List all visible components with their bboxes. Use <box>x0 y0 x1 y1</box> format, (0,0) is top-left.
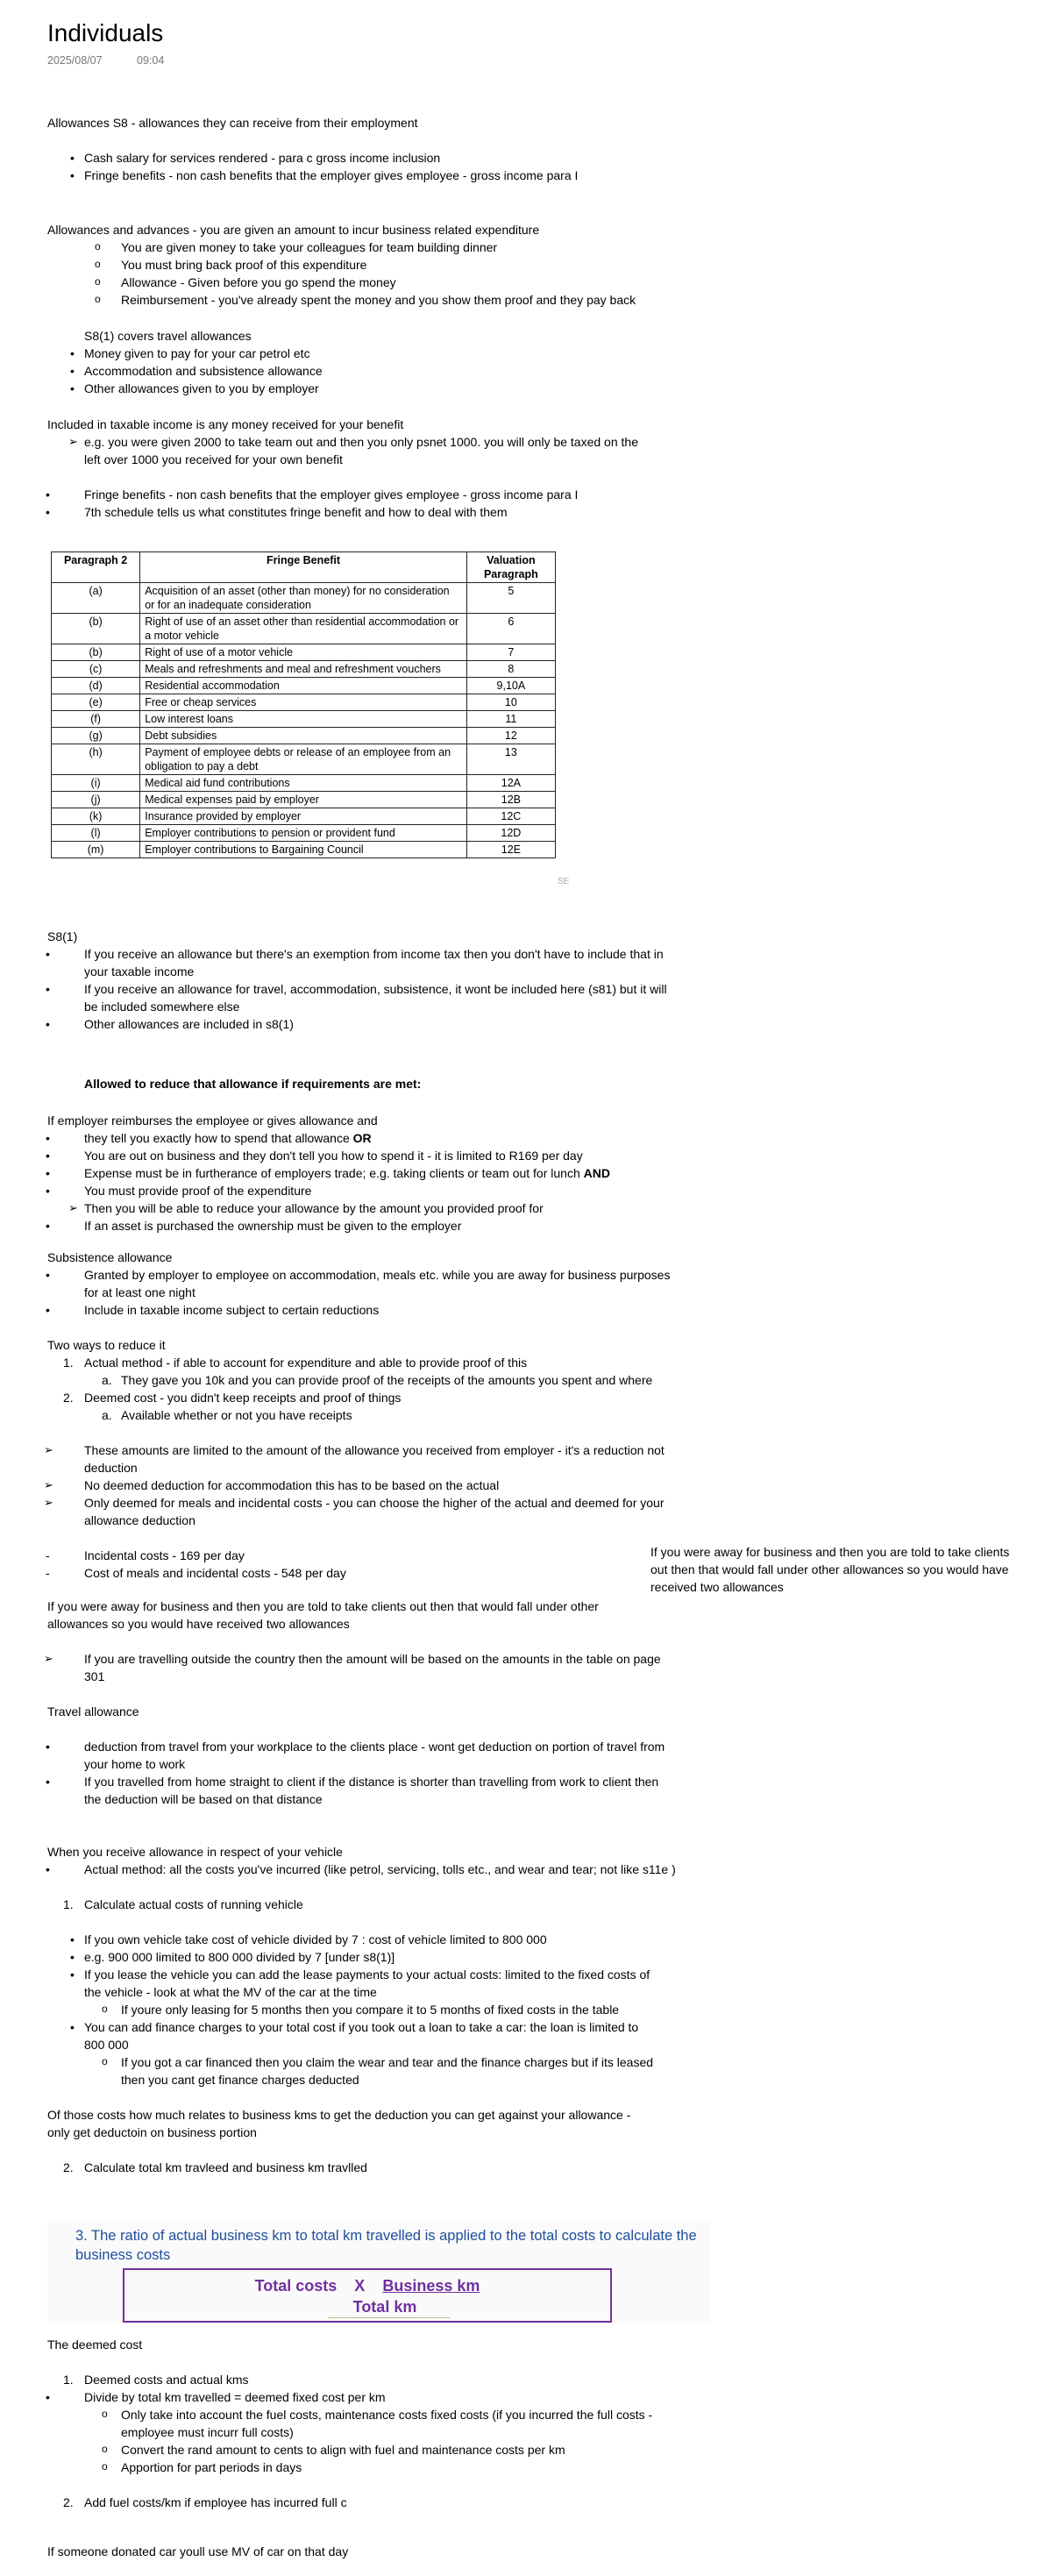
fringe-bullets <box>47 486 714 521</box>
s8-list <box>47 149 714 184</box>
vehicle-steps <box>47 1896 714 1913</box>
list-item: o Reimbursement - you've already spent the money and you show them proof and they pay back <box>47 291 714 309</box>
outside-list <box>47 1650 714 1685</box>
s8-heading: Allowances S8 - allowances they can receive from their employment <box>47 116 418 130</box>
table-cell: (e) <box>52 694 140 711</box>
scrap-mark: SE <box>558 877 570 886</box>
table-cell: Right of use of a motor vehicle <box>140 644 467 661</box>
table-cell: (b) <box>52 644 140 661</box>
list-item: • 7th schedule tells us what constitutes fringe benefit and how to deal with them <box>47 503 714 521</box>
taxable-heading: Included in taxable income is any money received for your benefit <box>47 417 404 431</box>
table-cell: Employer contributions to Bargaining Council <box>140 842 467 858</box>
list-item: ➢ If you are travelling outside the country then the amount will be based on the amounts in the table on page 301 <box>47 1650 714 1685</box>
deemed-steps-2 <box>47 2494 714 2511</box>
s81-covers-list <box>47 345 714 397</box>
away-note: If you were away for business and then you are told to take clients out then that would fall under other allowances so you would have received two allowances <box>47 1599 599 1631</box>
page-time: 09:04 <box>137 54 165 67</box>
vehicle-list <box>47 1861 714 1878</box>
table-row <box>52 792 556 808</box>
list-item: • Fringe benefits - non cash benefits that the employer gives employee - gross income para I <box>47 167 714 184</box>
table-cell: 9,10A <box>466 678 555 694</box>
table-cell: (h) <box>52 744 140 775</box>
page-date: 2025/08/07 <box>47 54 103 67</box>
table-row <box>52 744 556 775</box>
fraction-line <box>328 2317 451 2318</box>
list-item: a. They gave you 10k and you can provide proof of the receipts of the amounts you spent and where <box>102 1373 653 1387</box>
list-item: ➢ e.g. you were given 2000 to take team out and then you only psnet 1000. you will only be taxed on the left over 1000 you received for your own benefit <box>47 433 714 468</box>
travel-section <box>47 1703 714 1808</box>
list-item: • they tell you exactly how to spend that allowance OR <box>47 1129 714 1147</box>
list-item: • e.g. 900 000 limited to 800 000 divided by 7 [under s8(1)] <box>47 1948 714 1966</box>
table-cell: (a) <box>52 583 140 614</box>
vehicle-steps-2 <box>47 2159 714 2176</box>
formula-text: Total costs X Business km Total km <box>254 2277 480 2316</box>
donated-note: If someone donated car youll use MV of car on that day <box>47 2544 349 2558</box>
list-item: • Cash salary for services rendered - para c gross income inclusion <box>47 149 714 167</box>
fringe-list <box>47 486 714 521</box>
reduce-list <box>47 1129 714 1235</box>
list-item: • If you receive an allowance for travel, accommodation, subsistence, it wont be included here (s81) but it will be included somewhere else <box>47 980 714 1015</box>
allowances-list <box>47 238 714 309</box>
s81-covers-heading: S8(1) covers travel allowances <box>84 329 252 343</box>
table-cell: (d) <box>52 678 140 694</box>
table-cell: (k) <box>52 808 140 825</box>
s81-heading: S8(1) <box>47 929 78 943</box>
outside-country <box>47 1650 714 1685</box>
list-item: o Apportion for part periods in days <box>47 2459 714 2476</box>
list-item: • deduction from travel from your workplace to the clients place - wont get deduction on portion of travel from your home to work <box>47 1738 714 1773</box>
list-item: - Incidental costs - 169 per day <box>47 1547 714 1564</box>
list-item: • Other allowances are included in s8(1) <box>47 1015 714 1033</box>
vehicle-detail-list <box>47 1931 714 2089</box>
subsistence-section <box>47 1249 714 1319</box>
formula-frame <box>123 2268 612 2323</box>
table-cell: Right of use of an asset other than residential accommodation or a motor vehicle <box>140 614 467 644</box>
list-item: • Expense must be in furtherance of employers trade; e.g. taking clients or team out for lunch AND <box>47 1164 714 1182</box>
deemed-heading: The deemed cost <box>47 2338 143 2352</box>
table-cell: Debt subsidies <box>140 728 467 744</box>
table-cell: Payment of employee debts or release of an employee from an obligation to pay a debt <box>140 744 467 775</box>
list-item: • Divide by total km travelled = deemed fixed cost per km <box>47 2388 714 2406</box>
list-item: 1. Actual method - if able to account for expenditure and able to provide proof of this <box>63 1356 528 1370</box>
table-cell: (l) <box>52 825 140 842</box>
table-cell: 7 <box>466 644 555 661</box>
list-item: • Accommodation and subsistence allowance <box>47 362 714 380</box>
list-item: 1. Calculate actual costs of running vehicle <box>63 1897 303 1911</box>
table-row <box>52 678 556 694</box>
two-ways-list <box>47 1354 714 1424</box>
formula-image <box>47 2221 710 2323</box>
list-item: • Money given to pay for your car petrol etc <box>47 345 714 362</box>
table-cell: 12D <box>466 825 555 842</box>
list-item: • If you own vehicle take cost of vehicle divided by 7 : cost of vehicle limited to 800 000 <box>47 1931 714 1948</box>
table-cell: Acquisition of an asset (other than money) for no consideration or for an inadequate consideration <box>140 583 467 614</box>
costs-section <box>47 1547 714 1582</box>
deemed-section <box>47 2336 714 2511</box>
table-cell: (g) <box>52 728 140 744</box>
table-row <box>52 614 556 644</box>
list-item: ➢ Then you will be able to reduce your allowance by the amount you provided proof for <box>47 1199 714 1217</box>
list-item: 2. Add fuel costs/km if employee has incurred full c <box>63 2495 347 2509</box>
table-cell: 10 <box>466 694 555 711</box>
list-item: • If you travelled from home straight to client if the distance is shorter than travelling from work to client then the deduction will be based on that distance <box>47 1773 714 1808</box>
table-header-row <box>52 552 556 583</box>
subsistence-heading: Subsistence allowance <box>47 1250 173 1264</box>
list-item: • Granted by employer to employee on accommodation, meals etc. while you are away for business purposes for at least one night <box>47 1266 714 1301</box>
list-item: a. Available whether or not you have receipts <box>102 1408 352 1422</box>
deemed-list <box>47 2388 714 2476</box>
travel-list <box>47 1738 714 1808</box>
table-cell: Free or cheap services <box>140 694 467 711</box>
two-ways-heading: Two ways to reduce it <box>47 1338 166 1352</box>
vehicle-section: When you receive allowance in respect of your vehicle • Actual method: all the costs you've incurred (like petrol, servicing, tolls etc., and wear and tear; not like s11e ) 1. Calculate actual costs of running vehicle • If you own vehicle take cost of vehicle divided by 7 : cost of vehicle limited to 800 000 • e.g. 900 000 limited to 800 000 divided by 7 [under s8(1)] • If you lease the vehicle you can add the lease payments to your actual costs: limited to the fixed costs of the vehicle - look at what the MV of the car at the time o If youre only leasing for 5 months then you compare it to 5 months of fixed costs in the table • You can add finance charges to your total cost if you took out a loan to take a car: the loan is limited to 800 000 o If you got a car financed then you claim the wear and tear and the finance charges but if its leased then you cant get finance charges deducted Of those costs how much relates to business kms to get the deduction you can get against your allowance - only get deductoin on business portion 2. Calculate total km travleed and business km travlled <box>47 1843 714 2176</box>
table-row <box>52 728 556 744</box>
table-cell: (m) <box>52 842 140 858</box>
table-cell: 12A <box>466 775 555 792</box>
list-item: • Include in taxable income subject to certain reductions <box>47 1301 714 1319</box>
table-cell: 12 <box>466 728 555 744</box>
table-cell: 13 <box>466 744 555 775</box>
table-cell: (c) <box>52 661 140 678</box>
list-item: • Fringe benefits - non cash benefits that the employer gives employee - gross income para I <box>47 486 714 503</box>
page-meta <box>47 54 195 67</box>
list-item: o You must bring back proof of this expenditure <box>47 256 714 274</box>
vehicle-heading: When you receive allowance in respect of your vehicle <box>47 1845 343 1859</box>
list-item: • Actual method: all the costs you've incurred (like petrol, servicing, tolls etc., and wear and tear; not like s11e ) <box>47 1861 714 1878</box>
list-item: o If you got a car financed then you claim the wear and tear and the finance charges but if its leased then you cant get finance charges deducted <box>47 2053 714 2089</box>
subsistence-list <box>47 1266 714 1319</box>
costs-list <box>47 1547 714 1582</box>
list-item: ➢ Only deemed for meals and incidental costs - you can choose the higher of the actual and deemed for your allowance deduction <box>47 1494 714 1529</box>
list-item: • If you receive an allowance but there's an exemption from income tax then you don't have to include that in your taxable income <box>47 945 714 980</box>
table-cell: (b) <box>52 614 140 644</box>
side-note: If you were away for business and then you are told to take clients out then that would fall under other allowances so you would have received two allowances <box>650 1545 1010 1594</box>
column-header: Fringe Benefit <box>140 552 467 583</box>
table-cell: (j) <box>52 792 140 808</box>
two-ways-section <box>47 1336 714 1424</box>
list-item: o You are given money to take your colleagues for team building dinner <box>47 238 714 256</box>
table-cell: 12B <box>466 792 555 808</box>
column-header: Paragraph 2 <box>52 552 140 583</box>
table-cell: Medical aid fund contributions <box>140 775 467 792</box>
list-item: o Only take into account the fuel costs, maintenance costs fixed costs (if you incurred the full costs - employee must incurr full costs) <box>47 2406 714 2441</box>
table-cell: Residential accommodation <box>140 678 467 694</box>
table-row <box>52 583 556 614</box>
page-title: Individuals <box>47 19 164 46</box>
allowances-heading: Allowances and advances - you are given an amount to incur business related expenditure <box>47 223 540 237</box>
table-row <box>52 644 556 661</box>
table-cell: Insurance provided by employer <box>140 808 467 825</box>
list-item: o If youre only leasing for 5 months then you compare it to 5 months of fixed costs in the table <box>47 2001 714 2018</box>
table-cell: 12E <box>466 842 555 858</box>
column-header: Valuation Paragraph <box>466 552 555 583</box>
s8-intro <box>47 114 714 184</box>
reduce-section <box>47 1075 714 1235</box>
limits-section <box>47 1441 714 1529</box>
table-row <box>52 694 556 711</box>
list-item: 1. Deemed costs and actual kms <box>63 2373 249 2387</box>
table-cell: Low interest loans <box>140 711 467 728</box>
s81-covers <box>47 327 714 397</box>
table-row <box>52 711 556 728</box>
list-item: ➢ These amounts are limited to the amount of the allowance you received from employer - it's a reduction not deduction <box>47 1441 714 1477</box>
list-item: - Cost of meals and incidental costs - 548 per day <box>47 1564 714 1582</box>
list-item: • If you lease the vehicle you can add the lease payments to your actual costs: limited to the fixed costs of the vehicle - look at what the MV of the car at the time <box>47 1966 714 2001</box>
deemed-steps <box>47 2371 714 2388</box>
table-row <box>52 661 556 678</box>
list-item: 2. Deemed cost - you didn't keep receipts and proof of things <box>63 1391 402 1405</box>
list-item: ➢ No deemed deduction for accommodation this has to be based on the actual <box>47 1477 714 1494</box>
formula-title: 3. The ratio of actual business km to total km travelled is applied to the total costs to calculate the business costs <box>75 2228 697 2263</box>
table-cell: 5 <box>466 583 555 614</box>
reduce-heading: Allowed to reduce that allowance if requirements are met: <box>84 1077 422 1091</box>
list-item: • You are out on business and they don't tell you how to spend it - it is limited to R169 per day <box>47 1147 714 1164</box>
table-cell: 11 <box>466 711 555 728</box>
table-row <box>52 825 556 842</box>
allowances-advances <box>47 221 714 309</box>
table-row <box>52 808 556 825</box>
table-row <box>52 842 556 858</box>
list-item: 2. Calculate total km travleed and business km travlled <box>63 2160 367 2174</box>
table-cell: 12C <box>466 808 555 825</box>
table-row <box>52 775 556 792</box>
list-item: • You must provide proof of the expenditure <box>47 1182 714 1199</box>
table-cell: 6 <box>466 614 555 644</box>
list-item: o Allowance - Given before you go spend the money <box>47 274 714 291</box>
list-item: • You can add finance charges to your total cost if you took out a loan to take a car: the loan is limited to 800 000 <box>47 2018 714 2053</box>
fringe-benefit-table <box>51 551 556 858</box>
table-cell: Medical expenses paid by employer <box>140 792 467 808</box>
taxable-income <box>47 416 714 468</box>
travel-heading: Travel allowance <box>47 1704 139 1719</box>
list-item: • Other allowances given to you by employer <box>47 380 714 397</box>
limits-list <box>47 1441 714 1529</box>
table-cell: Meals and refreshments and meal and refreshment vouchers <box>140 661 467 678</box>
table-cell: (f) <box>52 711 140 728</box>
taxable-list <box>47 433 714 468</box>
table-cell: (i) <box>52 775 140 792</box>
list-item: o Convert the rand amount to cents to align with fuel and maintenance costs per km <box>47 2441 714 2459</box>
s81-section-list <box>47 945 714 1033</box>
table-cell: 8 <box>466 661 555 678</box>
s81-section <box>47 928 714 1033</box>
list-item: • If an asset is purchased the ownership must be given to the employer <box>47 1217 714 1235</box>
table-cell: Employer contributions to pension or provident fund <box>140 825 467 842</box>
reduce-intro: If employer reimburses the employee or gives allowance and <box>47 1114 378 1128</box>
